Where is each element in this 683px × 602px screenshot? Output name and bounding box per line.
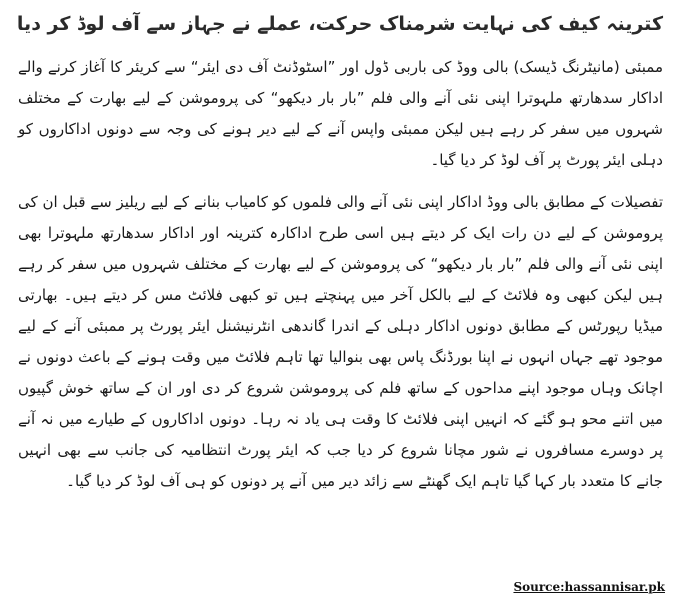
article-paragraph-2: تفصیلات کے مطابق بالی ووڈ اداکار اپنی نئی آنے والی فلموں کو کامیاب بنانے کے لیے ریلیز سے قبل ان کی پروموشن کے لیے دن رات ایک کر دیتے ہیں اسی طرح اداکارہ کترینہ اور اداکار سدھارتھ ملہوترا بھی اپنی نئی آنے والی فلم ”بار بار دیکھو“ کی پروموشن کے لیے بھارت کے مختلف شہروں میں سفر کر رہے ہیں لیکن کبھی وہ فلائٹ کے لیے بالکل آخر میں پہنچتے ہیں تو کبھی فلائٹ مس کر دیتے ہیں۔ بھارتی میڈیا رپورٹس کے مطابق دونوں اداکار دہلی کے اندرا گاندھی انٹرنیشنل ایئر پورٹ پر ممبئی آنے کے لیے موجود تھے جہاں انہوں نے اپنا بورڈنگ پاس بھی بنوالیا تھا تاہم فلائٹ میں وقت ہونے کے باعث دونوں نے اچانک وہاں موجود اپنے مداحوں کے ساتھ فلم کی پروموشن شروع کر دی اور ان کے ساتھ خوش گپیوں میں اتنے محو ہو گئے کہ انہیں اپنی فلائٹ کا وقت ہی یاد نہ رہا۔ دونوں اداکاروں کے طیارے میں نہ آنے پر دوسرے مسافروں نے شور مچانا شروع کر دیا جب کہ ایئر پورٹ انتظامیہ کی جانب سے بھی انہیں جانے کا متعدد بار کہا گیا تاہم ایک گھنٹے سے زائد دیر میں آنے پر دونوں کو ہی آف لوڈ کر دیا گیا۔ (18, 193, 663, 490)
article-paragraph-1: ممبئی (مانیٹرنگ ڈیسک) بالی ووڈ کی باربی ڈول اور ”اسٹوڈنٹ آف دی ایئر“ سے کریئر کا آغاز کرنے والے اداکار سدھارتھ ملہوترا اپنی نئی آنے والی فلم ”بار بار دیکھو“ کی پروموشن کے لیے بھارت کے مختلف شہروں میں سفر کر رہے ہیں لیکن ممبئی واپس آنے کے لیے دیر ہونے کی وجہ سے دونوں اداکاروں کو دہلی ایئر پورٹ پر آف لوڈ کر دیا گیا۔ (18, 58, 663, 169)
source-credit: Source:hassannisar.pk (513, 580, 665, 594)
article-headline: کترینہ کیف کی نہایت شرمناک حرکت، عملے نے جہاز سے آف لوڈ کر دیا (16, 13, 663, 35)
